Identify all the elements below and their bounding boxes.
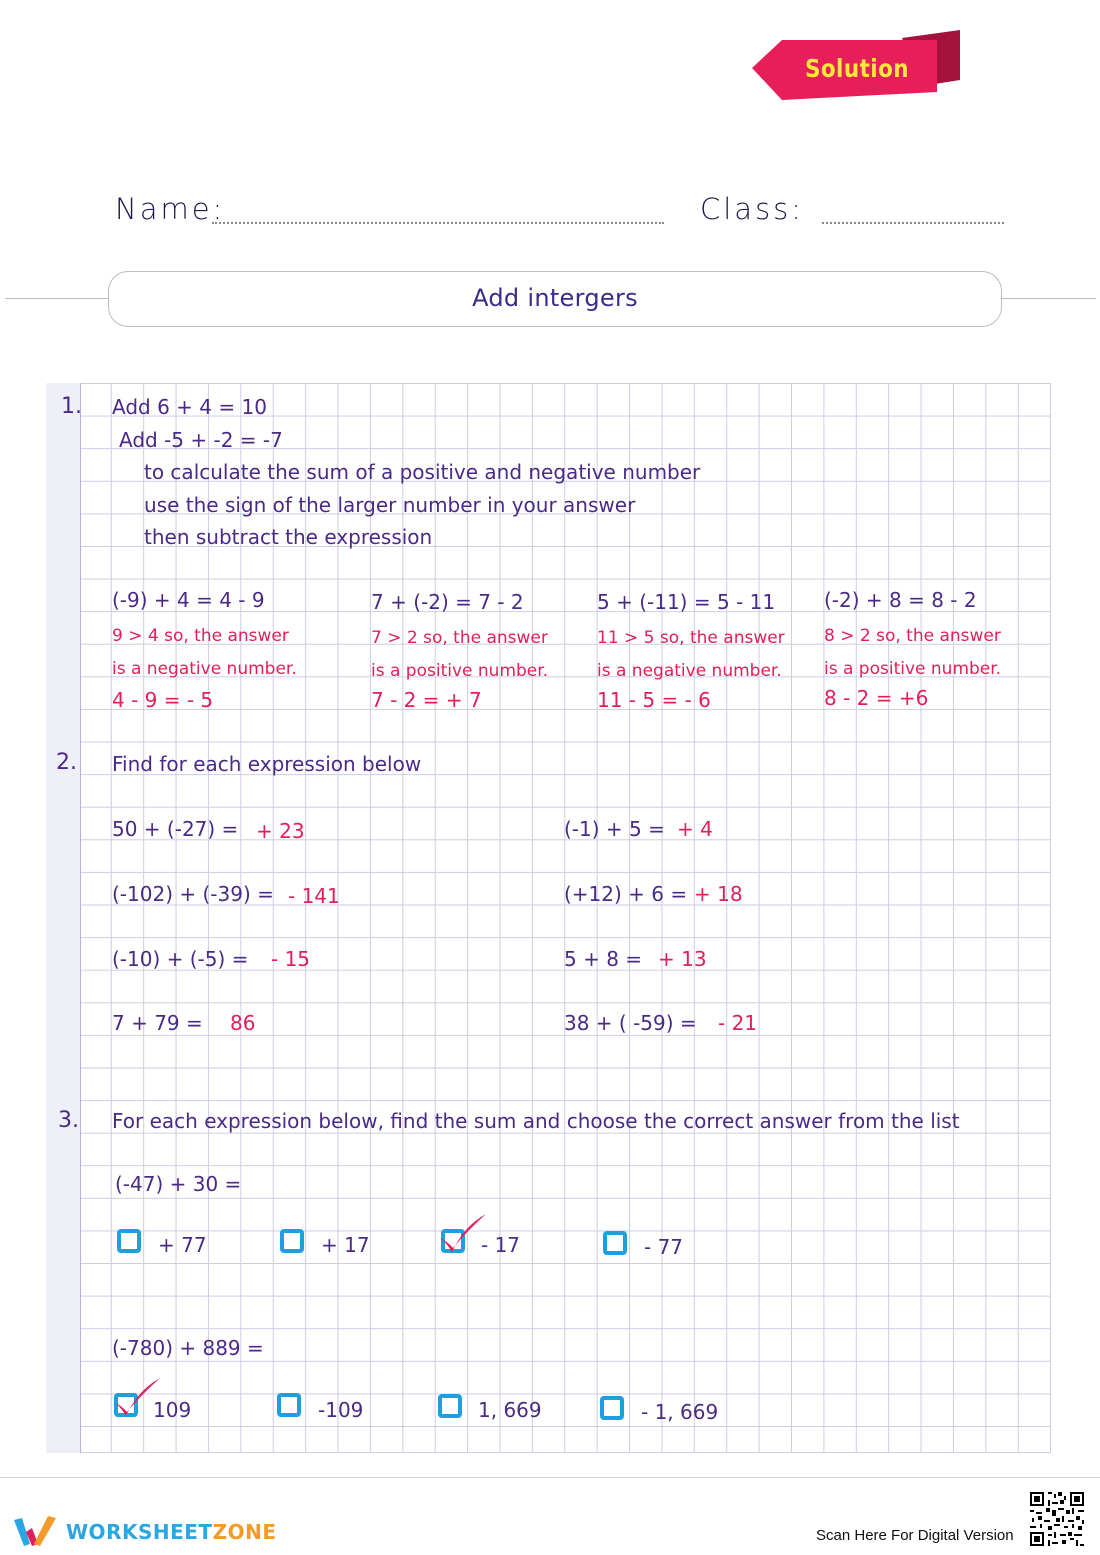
section-1-number: 1. <box>61 394 82 419</box>
answer: - 21 <box>718 1011 758 1035</box>
example-note: is a positive number. <box>371 661 549 681</box>
qr-code-icon[interactable] <box>1028 1490 1086 1548</box>
section-3-prompt: For each expression below, find the sum and choose the correct answer from the list <box>112 1109 960 1133</box>
example-note: is a negative number. <box>597 661 782 681</box>
option-label: - 1, 669 <box>641 1400 719 1424</box>
example-expr: (-2) + 8 = 8 - 2 <box>824 588 977 612</box>
title-rule-right <box>1002 298 1096 299</box>
example-expr: 7 + (-2) = 7 - 2 <box>371 590 524 614</box>
option-label: 109 <box>153 1398 192 1422</box>
answer: 86 <box>230 1011 256 1035</box>
example-note: 11 > 5 so, the answer <box>597 628 785 648</box>
answer: + 18 <box>694 882 743 906</box>
option-checkbox[interactable] <box>280 1229 304 1253</box>
answer: - 15 <box>271 947 311 971</box>
example-result: 8 - 2 = +6 <box>824 686 929 710</box>
section-1-line: Add 6 + 4 = 10 <box>112 395 267 419</box>
class-label: Class: <box>700 192 805 226</box>
footer-divider <box>0 1477 1100 1478</box>
section-3-number: 3. <box>58 1108 79 1133</box>
option-checkbox[interactable] <box>600 1396 624 1420</box>
title-rule-left <box>5 298 109 299</box>
expression: (-102) + (-39) = <box>112 882 274 906</box>
option-label: + 17 <box>321 1233 370 1257</box>
option-label: -109 <box>318 1398 364 1422</box>
title-box <box>108 271 1002 327</box>
worksheetzone-logo-icon <box>14 1514 60 1548</box>
expression: 5 + 8 = <box>564 947 643 971</box>
expression: 7 + 79 = <box>112 1011 203 1035</box>
example-expr: (-9) + 4 = 4 - 9 <box>112 588 265 612</box>
option-checkbox[interactable] <box>117 1229 141 1253</box>
example-note: 8 > 2 so, the answer <box>824 626 1001 646</box>
example-result: 4 - 9 = - 5 <box>112 688 214 712</box>
expression: 50 + (-27) = <box>112 817 239 841</box>
margin-line <box>80 383 81 1453</box>
option-label: - 77 <box>644 1235 684 1259</box>
margin-strip <box>46 383 80 1453</box>
answer: + 13 <box>658 947 707 971</box>
solution-label: Solution <box>804 54 910 83</box>
brand-name <box>66 1520 276 1544</box>
page-title: Add intergers <box>472 284 638 312</box>
example-note: 7 > 2 so, the answer <box>371 628 548 648</box>
option-checkbox[interactable] <box>438 1394 462 1418</box>
answer: - 141 <box>288 884 340 908</box>
example-result: 7 - 2 = + 7 <box>371 688 482 712</box>
question-expr: (-47) + 30 = <box>115 1172 242 1196</box>
expression: (+12) + 6 = <box>564 882 688 906</box>
option-label: + 77 <box>158 1233 207 1257</box>
expression: (-10) + (-5) = <box>112 947 249 971</box>
section-1-line: to calculate the sum of a positive and negative number <box>144 460 701 484</box>
example-note: is a positive number. <box>824 659 1002 679</box>
scan-text: Scan Here For Digital Version <box>816 1527 1014 1544</box>
section-2-prompt: Find for each expression below <box>112 752 422 776</box>
section-1-line: use the sign of the larger number in your answer <box>144 493 636 517</box>
section-1-line: then subtract the expression <box>144 525 433 549</box>
expression: 38 + ( -59) = <box>564 1011 697 1035</box>
name-field[interactable] <box>212 222 664 224</box>
answer: + 4 <box>677 817 713 841</box>
option-label: - 17 <box>481 1233 521 1257</box>
section-1-line: Add -5 + -2 = -7 <box>119 428 283 452</box>
brand-part-2: ZONE <box>212 1520 277 1544</box>
option-label: 1, 669 <box>478 1398 542 1422</box>
example-note: 9 > 4 so, the answer <box>112 626 289 646</box>
name-label: Name: <box>115 192 226 226</box>
question-expr: (-780) + 889 = <box>112 1336 264 1360</box>
expression: (-1) + 5 = <box>564 817 665 841</box>
example-result: 11 - 5 = - 6 <box>597 688 711 712</box>
solution-ribbon <box>752 28 964 104</box>
section-2-number: 2. <box>56 750 77 775</box>
example-expr: 5 + (-11) = 5 - 11 <box>597 590 776 614</box>
answer: + 23 <box>256 819 305 843</box>
example-note: is a negative number. <box>112 659 297 679</box>
class-field[interactable] <box>822 222 1004 224</box>
brand-part-1: WORKSHEET <box>66 1520 213 1544</box>
option-checkbox[interactable] <box>603 1231 627 1255</box>
option-checkbox[interactable] <box>277 1393 301 1417</box>
